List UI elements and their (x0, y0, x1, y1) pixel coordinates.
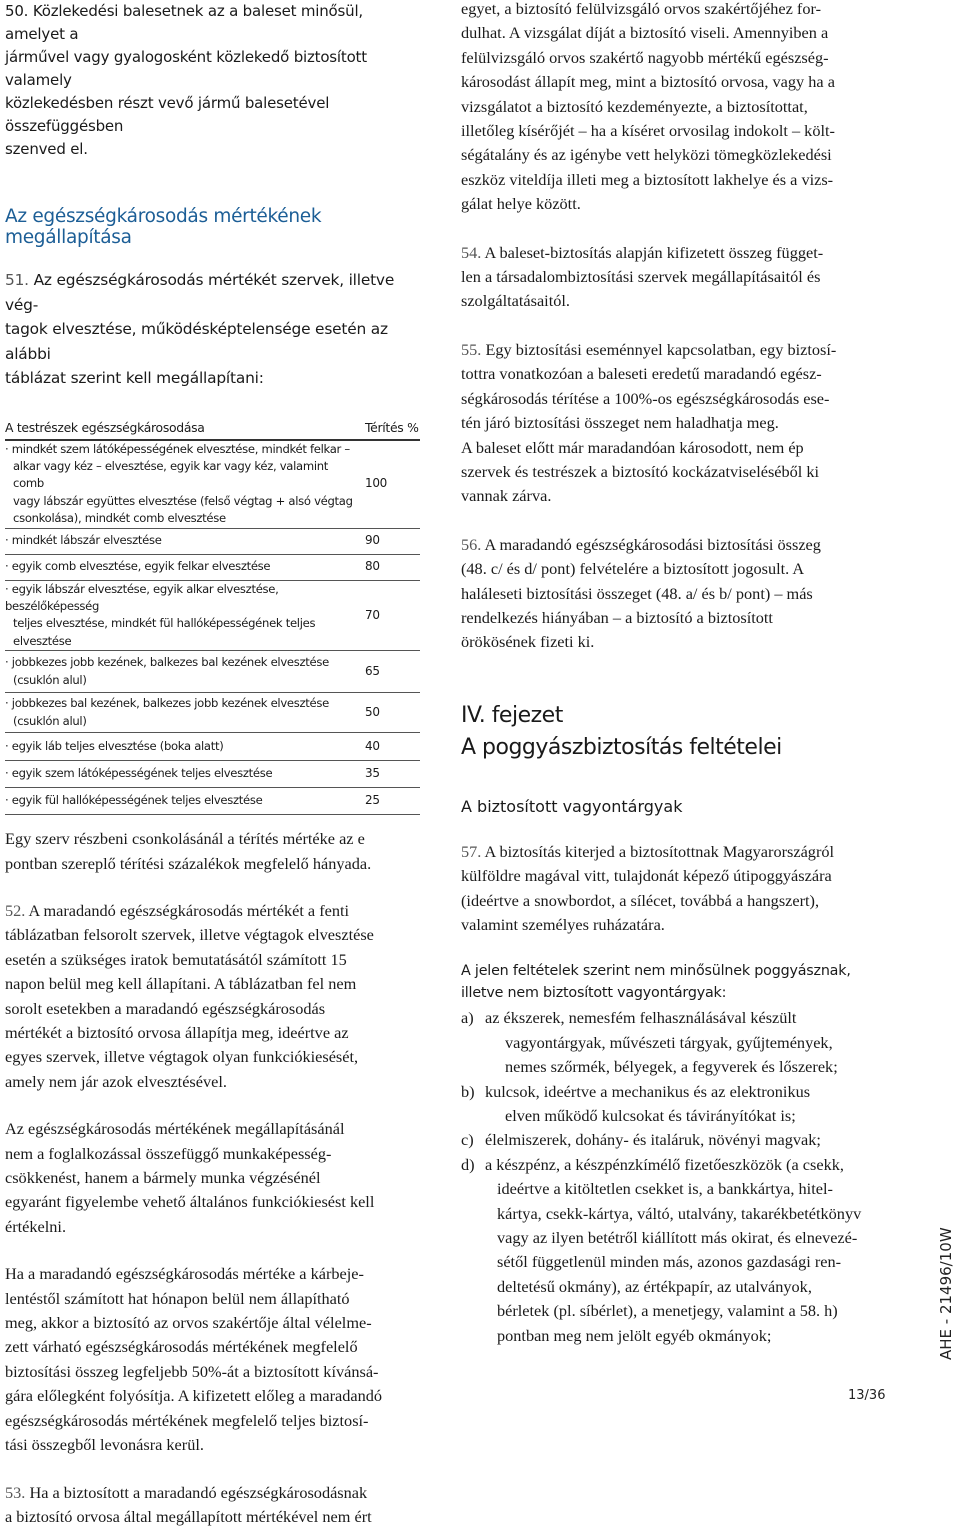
chapter-title: A poggyászbiztosítás feltételei (461, 732, 886, 764)
table-header-part: A testrészek egészségkárosodása (5, 417, 361, 440)
list-item-label: a) (461, 1006, 474, 1030)
table-row (5, 528, 420, 554)
table-cell-part: · egyik fül hallóképességének teljes elvesztése (5, 788, 361, 815)
text-line: Az egészségkárosodás mértékét szervek, illetve vég- (5, 271, 394, 314)
table-cell-pct: 25 (361, 788, 420, 815)
table-cell-pct: 40 (361, 733, 420, 761)
section-50-text (5, 0, 420, 161)
paragraph-number: 52. (5, 901, 25, 920)
section-50 (5, 0, 420, 161)
chapter-heading (461, 700, 886, 764)
paragraph-number: 54. (461, 243, 481, 262)
text-line: szenved el. (5, 138, 420, 161)
paragraph-53: 53. Ha a biztosított a maradandó egészségkárosodásnak a biztosító orvosa által megállapított mértékével nem ért (5, 1481, 420, 1529)
table-cell-pct: 90 (361, 528, 420, 554)
paragraph-51 (5, 268, 420, 391)
table-cell-pct: 50 (361, 693, 420, 733)
exclusions-list (461, 1006, 886, 1348)
table-header-pct: Térítés % (361, 417, 420, 440)
text-line: járművel vagy gyalogosként közlekedő biztosított valamely (5, 46, 420, 92)
after-table-text: Egy szerv részbeni csonkolásánál a térítés mértéke az e pontban szereplő térítési százalékok megfelelő hányada. (5, 827, 420, 876)
paragraph-57: 57. A biztosítás kiterjed a biztosítottnak Magyarországról külföldre magával vitt, tulajdonát képező útipoggyászára (ideértve a snowbordot, a sílécet, továbbá a hangszert), valamint személyes ruházatára. (461, 840, 886, 938)
document-code: AHE - 21496/10W (937, 1227, 955, 1360)
table-row (5, 693, 420, 733)
table-row (5, 788, 420, 815)
table-cell-part: · jobbkezes jobb kezének, balkezes bal kezének elvesztése (csuklón alul) (5, 651, 361, 693)
page-number: 13/36 (848, 1388, 885, 1403)
table-cell-part: · egyik láb teljes elvesztése (boka alatt) (5, 733, 361, 761)
list-item: c) élelmiszerek, dohány- és italáruk, növényi magvak; (461, 1128, 886, 1152)
table-header-row (5, 417, 420, 440)
text-line: közlekedésben részt vevő jármű balesetével összefüggésben (5, 92, 420, 138)
list-item-label: b) (461, 1080, 475, 1104)
table-row (5, 554, 420, 580)
table-row (5, 733, 420, 761)
paragraph-56: 56. A maradandó egészségkárosodási biztosítási összeg (48. c/ és d/ pont) felvételére a biztosított jogosult. A haláleseti biztosítási összeget (48. a/ és b/ pont) – más rendelkezés hiányában – a biztosító a biztosított örökösének fizeti ki. (461, 533, 886, 655)
paragraph-assessment: Az egészségkárosodás mértékének megállapításánál nem a foglalkozással összefüggő munkaképesség- csökkenést, hanem a bármely munka végzésénél egyaránt figyelembe vehető általános funkciókiesést kell értékelni. (5, 1117, 420, 1239)
table-cell-pct: 80 (361, 554, 420, 580)
paragraph-54: 54. A baleset-biztosítás alapján kifizetett összeg függet- len a társadalombiztosítási szervek megállapításaitól és szolgáltatásaitól. (461, 241, 886, 314)
table-cell-part: · egyik szem látóképességének teljes elvesztése (5, 761, 361, 788)
paragraph-52: 52. A maradandó egészségkárosodás mértékét a fenti táblázatban felsorolt szervek, illetve végtagok elvesztése esetén a szükséges iratok bemutatásától számított 15 napon belül meg kell állapítani. A táblázatban fel nem sorolt esetekben a maradandó egészségkárosodás mértékét a biztosító orvosa állapítja meg, ideértve az egyes szervek, illetve végtagok olyan funkciókiesését, amely nem jár azok elvesztésével. (5, 899, 420, 1094)
paragraph-number: 57. (461, 842, 481, 861)
section-heading: Az egészségkárosodás mértékének megállapítása (5, 206, 420, 248)
paragraph-55: 55. Egy biztosítási eseménnyel kapcsolatban, egy biztosí- tottra vonatkozóan a baleseti eredetű maradandó egész- ségkárosodás térítése a 100%-os egészségkárosodás ese- tén járó biztosítási összeget nem haladhatja meg. A baleset előtt már maradandóan károsodott, nem ép szervek és testrészek a biztosító kockázatviseléséből ki vannak zárva. (461, 338, 886, 509)
subheading: A biztosított vagyontárgyak (461, 797, 886, 816)
compensation-table (5, 417, 420, 816)
paragraph-advance: Ha a maradandó egészségkárosodás mértéke a kárbeje- lentéstől számított hat hónapon belül nem állapítható meg, akkor a biztosító az orvos szakértője által vélelme- zett várható egészségkárosodás mértékének megfelelő biztosítási összeg legfeljebb 50%-át a biztosított kívánsá- gára előlegként folyósítja. A kifizetett előleg a maradandó egészségkárosodás mértékének megfelelő teljes biztosí- tási összegből levonásra kerül. (5, 1262, 420, 1457)
table-row (5, 761, 420, 788)
table-cell-pct: 35 (361, 761, 420, 788)
list-item-label: c) (461, 1128, 474, 1152)
paragraph-number: 56. (461, 535, 481, 554)
table-cell-pct: 100 (361, 440, 420, 529)
table-row (5, 440, 420, 529)
paragraph-number: 51. (5, 271, 29, 289)
table-cell-part: · mindkét lábszár elvesztése (5, 528, 361, 554)
paragraph-number: 55. (461, 340, 481, 359)
text-line: 50. Közlekedési balesetnek az a baleset minősül, amelyet a (5, 0, 420, 46)
left-column (5, 0, 420, 1529)
table-cell-part: · jobbkezes bal kezének, balkezes jobb kezének elvesztése (csuklón alul) (5, 693, 361, 733)
list-item: b) kulcsok, ideértve a mechanikus és az elektronikus elven működő kulcsokat és távirányítókat is; (461, 1080, 886, 1129)
paragraph-number: 53. (5, 1483, 25, 1502)
table-cell-part: · egyik comb elvesztése, egyik felkar elvesztése (5, 554, 361, 580)
right-column (461, 0, 886, 1348)
list-item: d) a készpénz, a készpénzkímélő fizetőeszközök (a csekk, ideértve a kitöltetlen csekket is, a bankkártya, hitel- kártya, csekk-kártya, váltó, utalvány, takarékbetétkönyv vagy az ilyen betétről kiállított más okirat, és elnevezé- sétől függetlenül minden más, azonos gazdasági ren- deltetésű okmány), az értékpapír, az utalványok, bérletek (pl. síbérlet), a menetjegy, valamint a 58. h) pontban meg nem jelölt egyéb okmányok; (461, 1153, 886, 1348)
table-row (5, 580, 420, 651)
text-line: tagok elvesztése, működésképtelensége esetén az alábbi (5, 317, 420, 366)
text-line: táblázat szerint kell megállapítani: (5, 366, 420, 391)
table-row (5, 651, 420, 693)
table-cell-part: · mindkét szem látóképességének elvesztése, mindkét felkar – alkar vagy kéz – elvesztése, egyik kar vagy kéz, valamint comb vagy lábszár együttes elvesztése (felső végtag + alsó végtag csonkolása), mindkét comb elvesztése (5, 440, 361, 529)
list-item-label: d) (461, 1153, 475, 1177)
paragraph-53-continued: egyet, a biztosító felülvizsgáló orvos szakértőjéhez for- dulhat. A vizsgálat díját a biztosító viseli. Amennyiben a felülvizsgáló orvos szakértő nagyobb mértékű egészség- károsodást állapít meg, mint a biztosító orvosa, vagy ha a vizsgálatot a biztosító kezdeményezte, a biztosítottat, illetőleg kísérőjét – ha a kíséret orvosilag indokolt – költ- ségátalány és az igénybe vett helyközi tömegközlekedési eszköz viteldíja illeti meg a biztosított lakhelye és a vizs- gálat helye között. (461, 0, 886, 217)
table-cell-pct: 65 (361, 651, 420, 693)
chapter-number: IV. fejezet (461, 700, 886, 732)
exclusions-heading: A jelen feltételek szerint nem minősülnek poggyásznak, illetve nem biztosított vagyontárgyak: (461, 960, 886, 1004)
table-cell-part: · egyik lábszár elvesztése, egyik alkar elvesztése, beszélőképesség teljes elvesztése, mindkét fül hallóképességének teljes elvesztése (5, 580, 361, 651)
table-cell-pct: 70 (361, 580, 420, 651)
list-item: a) az ékszerek, nemesfém felhasználásával készült vagyontárgyak, művészeti tárgyak, gyűjtemények, nemes szőrmék, bélyegek, a fegyverek és lőszerek; (461, 1006, 886, 1079)
